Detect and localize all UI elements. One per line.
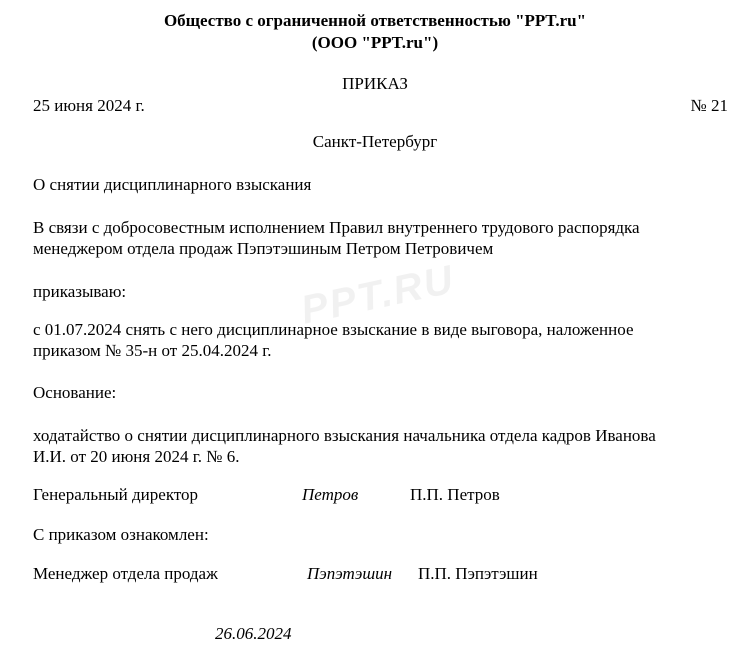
acknowledged-label: С приказом ознакомлен: — [33, 525, 209, 544]
organization-short-name: (ООО "PPT.ru") — [311, 33, 439, 52]
basis-line-1: ходатайство о снятии дисциплинарного взыскания начальника отдела кадров Иванова — [33, 426, 656, 445]
basis-label: Основание: — [33, 383, 117, 402]
acknowledged-date: 26.06.2024 — [215, 624, 292, 643]
basis-line-2: И.И. от 20 июня 2024 г. № 6. — [33, 447, 240, 466]
director-signature: Петров — [302, 485, 359, 504]
order-number: № 21 — [690, 96, 728, 115]
employee-signature: Пэпэтэшин — [307, 564, 393, 583]
reason-line-1: В связи с добросовестным исполнением Правил внутреннего трудового распорядка — [33, 218, 640, 237]
order-subject: О снятии дисциплинарного взыскания — [33, 175, 312, 194]
employee-position: Менеджер отдела продаж — [33, 564, 218, 583]
watermark: PPT.RU — [297, 257, 459, 333]
city: Санкт-Петербург — [312, 132, 438, 151]
employee-name: П.П. Пэпэтэшин — [418, 564, 538, 583]
director-name: П.П. Петров — [410, 485, 500, 504]
director-position: Генеральный директор — [33, 485, 199, 504]
order-date: 25 июня 2024 г. — [33, 96, 145, 115]
document-title: ПРИКАЗ — [342, 74, 408, 93]
order-word: приказываю: — [33, 282, 127, 301]
organization-full-name: Общество с ограниченной ответственностью "PPT.ru" — [163, 11, 587, 30]
directive-line-1: с 01.07.2024 снять с него дисциплинарное взыскание в виде выговора, наложенное — [33, 320, 634, 339]
directive-line-2: приказом № 35-н от 25.04.2024 г. — [33, 341, 272, 360]
reason-line-2: менеджером отдела продаж Пэпэтэшиным Петром Петровичем — [33, 239, 494, 258]
